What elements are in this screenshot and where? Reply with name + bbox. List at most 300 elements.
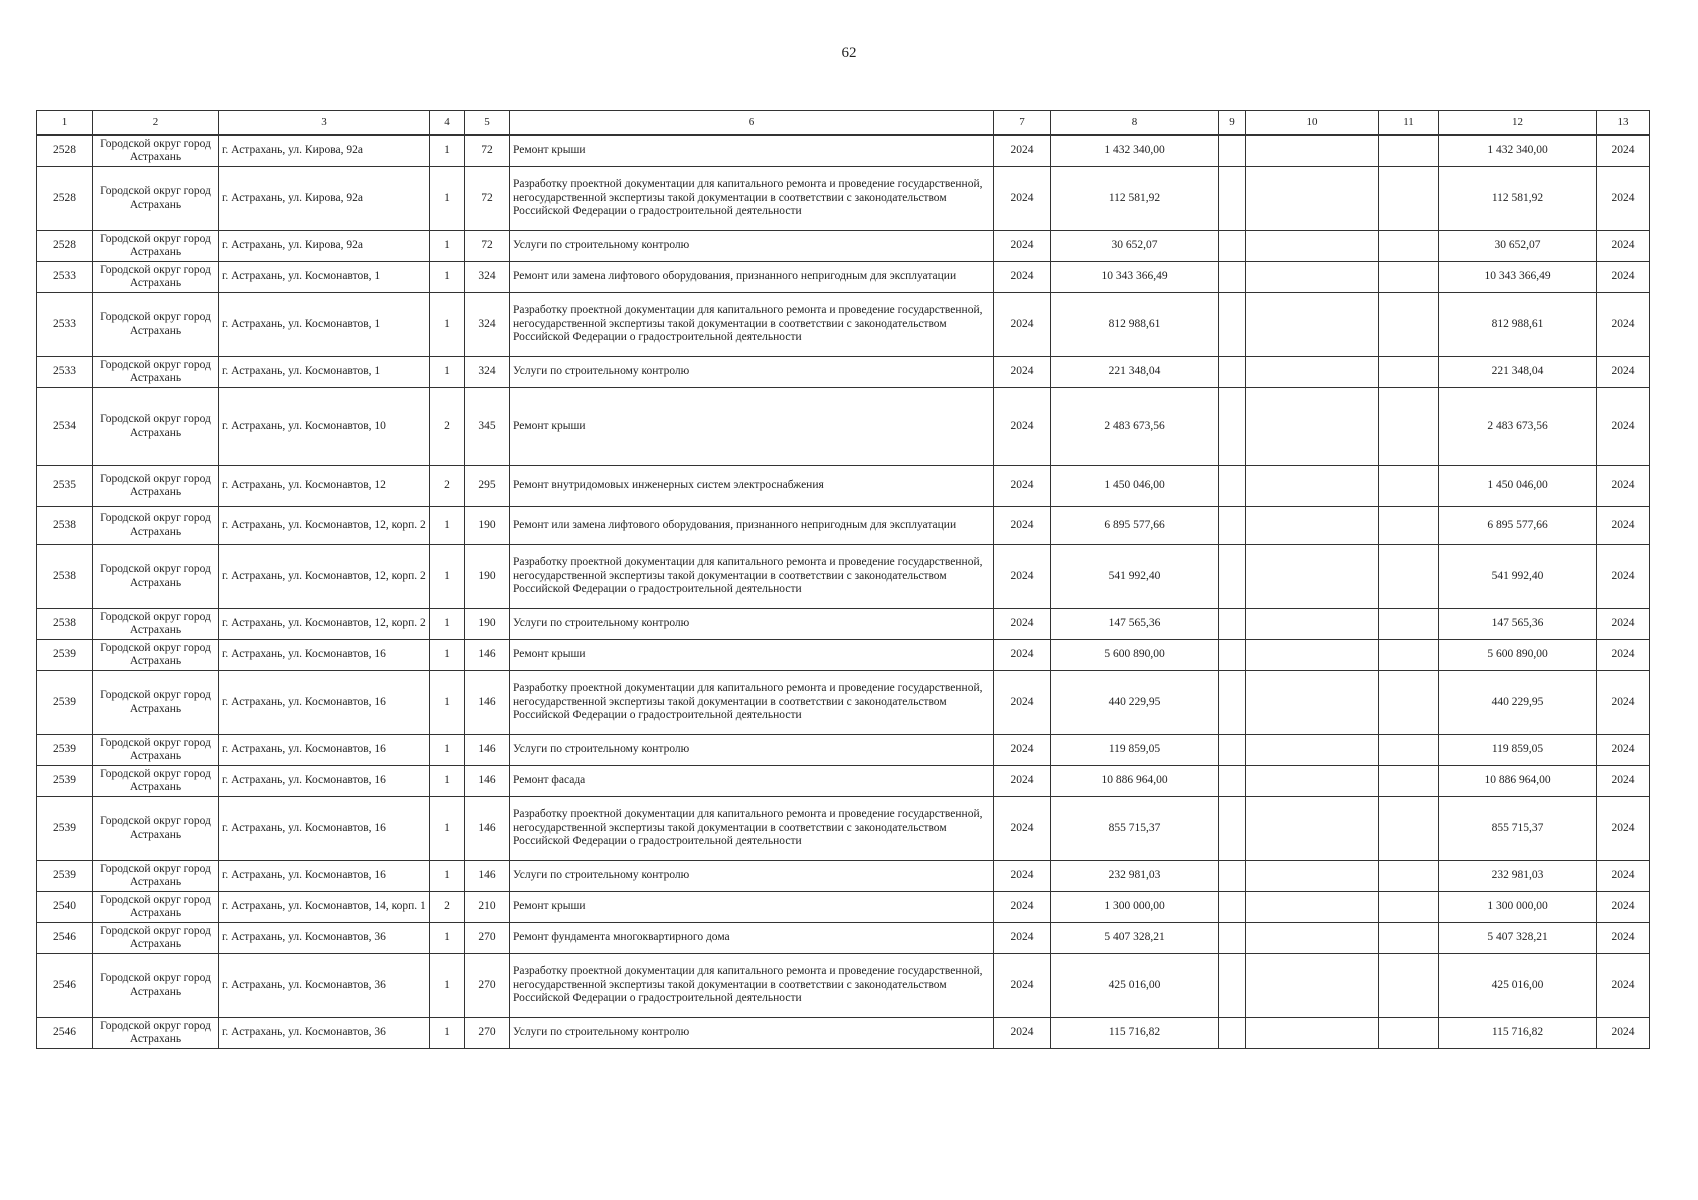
col9-cell — [1219, 766, 1246, 797]
completion-year-cell: 2024 — [1597, 293, 1650, 357]
row-number-cell: 2546 — [37, 923, 93, 954]
col4-cell: 1 — [430, 262, 465, 293]
municipality-cell: Городской округ город Астрахань — [93, 357, 219, 388]
table-row — [37, 671, 1650, 735]
col11-cell — [1379, 923, 1439, 954]
row-number-cell: 2539 — [37, 797, 93, 861]
year-cell: 2024 — [994, 640, 1051, 671]
col10-cell — [1246, 671, 1379, 735]
col9-cell — [1219, 861, 1246, 892]
municipality-cell: Городской округ город Астрахань — [93, 640, 219, 671]
year-cell: 2024 — [994, 609, 1051, 640]
column-header-10: 10 — [1246, 111, 1379, 136]
col4-cell: 1 — [430, 293, 465, 357]
work-type-cell: Разработку проектной документации для капитального ремонта и проведение государственной, негосударственной экспертизы такой документации в соответствии с законодательством Российской Федерации о градостроительной деятельности — [510, 954, 994, 1018]
address-cell: г. Астрахань, ул. Космонавтов, 1 — [219, 293, 430, 357]
col10-cell — [1246, 466, 1379, 507]
column-header-12: 12 — [1439, 111, 1597, 136]
work-type-cell: Ремонт или замена лифтового оборудования, признанного непригодным для эксплуатации — [510, 262, 994, 293]
year-cell: 2024 — [994, 766, 1051, 797]
col10-cell — [1246, 1018, 1379, 1049]
col10-cell — [1246, 231, 1379, 262]
col11-cell — [1379, 466, 1439, 507]
cost-cell: 30 652,07 — [1051, 231, 1219, 262]
total-cost-cell: 425 016,00 — [1439, 954, 1597, 1018]
cost-cell: 855 715,37 — [1051, 797, 1219, 861]
col4-cell: 1 — [430, 797, 465, 861]
column-header-5: 5 — [465, 111, 510, 136]
col9-cell — [1219, 167, 1246, 231]
row-number-cell: 2534 — [37, 388, 93, 466]
municipality-cell: Городской округ город Астрахань — [93, 293, 219, 357]
col9-cell — [1219, 735, 1246, 766]
completion-year-cell: 2024 — [1597, 640, 1650, 671]
work-type-cell: Ремонт или замена лифтового оборудования, признанного непригодным для эксплуатации — [510, 507, 994, 545]
completion-year-cell: 2024 — [1597, 892, 1650, 923]
cost-cell: 147 565,36 — [1051, 609, 1219, 640]
work-type-cell: Ремонт крыши — [510, 640, 994, 671]
address-cell: г. Астрахань, ул. Космонавтов, 12, корп. 2 — [219, 545, 430, 609]
address-cell: г. Астрахань, ул. Кирова, 92а — [219, 231, 430, 262]
total-cost-cell: 5 600 890,00 — [1439, 640, 1597, 671]
row-number-cell: 2528 — [37, 135, 93, 167]
column-header-9: 9 — [1219, 111, 1246, 136]
row-number-cell: 2538 — [37, 609, 93, 640]
work-type-cell: Услуги по строительному контролю — [510, 735, 994, 766]
col5-cell: 270 — [465, 1018, 510, 1049]
address-cell: г. Астрахань, ул. Кирова, 92а — [219, 167, 430, 231]
year-cell: 2024 — [994, 1018, 1051, 1049]
cost-cell: 6 895 577,66 — [1051, 507, 1219, 545]
col10-cell — [1246, 507, 1379, 545]
page-number: 62 — [841, 45, 857, 61]
col9-cell — [1219, 507, 1246, 545]
col4-cell: 1 — [430, 640, 465, 671]
row-number-cell: 2533 — [37, 357, 93, 388]
col10-cell — [1246, 892, 1379, 923]
table-row — [37, 466, 1650, 507]
col11-cell — [1379, 797, 1439, 861]
col4-cell: 1 — [430, 231, 465, 262]
table-row — [37, 135, 1650, 167]
col4-cell: 1 — [430, 357, 465, 388]
address-cell: г. Астрахань, ул. Космонавтов, 10 — [219, 388, 430, 466]
total-cost-cell: 119 859,05 — [1439, 735, 1597, 766]
total-cost-cell: 5 407 328,21 — [1439, 923, 1597, 954]
completion-year-cell: 2024 — [1597, 262, 1650, 293]
col5-cell: 72 — [465, 167, 510, 231]
col9-cell — [1219, 1018, 1246, 1049]
cost-cell: 5 407 328,21 — [1051, 923, 1219, 954]
col10-cell — [1246, 357, 1379, 388]
total-cost-cell: 115 716,82 — [1439, 1018, 1597, 1049]
total-cost-cell: 10 343 366,49 — [1439, 262, 1597, 293]
col11-cell — [1379, 545, 1439, 609]
municipality-cell: Городской округ город Астрахань — [93, 671, 219, 735]
address-cell: г. Астрахань, ул. Кирова, 92а — [219, 135, 430, 167]
year-cell: 2024 — [994, 954, 1051, 1018]
table-row — [37, 892, 1650, 923]
cost-cell: 812 988,61 — [1051, 293, 1219, 357]
col10-cell — [1246, 293, 1379, 357]
address-cell: г. Астрахань, ул. Космонавтов, 16 — [219, 766, 430, 797]
work-type-cell: Ремонт внутридомовых инженерных систем электроснабжения — [510, 466, 994, 507]
column-header-3: 3 — [219, 111, 430, 136]
completion-year-cell: 2024 — [1597, 609, 1650, 640]
table-row — [37, 609, 1650, 640]
col5-cell: 270 — [465, 923, 510, 954]
work-type-cell: Ремонт крыши — [510, 135, 994, 167]
col11-cell — [1379, 167, 1439, 231]
table-row — [37, 293, 1650, 357]
table-row — [37, 388, 1650, 466]
col11-cell — [1379, 671, 1439, 735]
work-type-cell: Разработку проектной документации для капитального ремонта и проведение государственной, негосударственной экспертизы такой документации в соответствии с законодательством Российской Федерации о градостроительной деятельности — [510, 167, 994, 231]
col10-cell — [1246, 640, 1379, 671]
col4-cell: 1 — [430, 861, 465, 892]
col9-cell — [1219, 231, 1246, 262]
address-cell: г. Астрахань, ул. Космонавтов, 14, корп. 1 — [219, 892, 430, 923]
col5-cell: 146 — [465, 797, 510, 861]
col5-cell: 146 — [465, 671, 510, 735]
year-cell: 2024 — [994, 231, 1051, 262]
completion-year-cell: 2024 — [1597, 1018, 1650, 1049]
municipality-cell: Городской округ город Астрахань — [93, 797, 219, 861]
completion-year-cell: 2024 — [1597, 923, 1650, 954]
row-number-cell: 2538 — [37, 545, 93, 609]
year-cell: 2024 — [994, 797, 1051, 861]
table-row — [37, 231, 1650, 262]
year-cell: 2024 — [994, 167, 1051, 231]
col10-cell — [1246, 954, 1379, 1018]
work-type-cell: Ремонт фундамента многоквартирного дома — [510, 923, 994, 954]
row-number-cell: 2528 — [37, 167, 93, 231]
col4-cell: 1 — [430, 766, 465, 797]
municipality-cell: Городской округ город Астрахань — [93, 923, 219, 954]
total-cost-cell: 1 300 000,00 — [1439, 892, 1597, 923]
col11-cell — [1379, 231, 1439, 262]
col5-cell: 190 — [465, 545, 510, 609]
col11-cell — [1379, 609, 1439, 640]
municipality-cell: Городской округ город Астрахань — [93, 892, 219, 923]
municipality-cell: Городской округ город Астрахань — [93, 135, 219, 167]
col5-cell: 324 — [465, 262, 510, 293]
municipality-cell: Городской округ город Астрахань — [93, 507, 219, 545]
col9-cell — [1219, 892, 1246, 923]
year-cell: 2024 — [994, 735, 1051, 766]
year-cell: 2024 — [994, 466, 1051, 507]
completion-year-cell: 2024 — [1597, 507, 1650, 545]
col5-cell: 146 — [465, 766, 510, 797]
col11-cell — [1379, 293, 1439, 357]
row-number-cell: 2539 — [37, 735, 93, 766]
address-cell: г. Астрахань, ул. Космонавтов, 16 — [219, 735, 430, 766]
year-cell: 2024 — [994, 293, 1051, 357]
municipality-cell: Городской округ город Астрахань — [93, 231, 219, 262]
total-cost-cell: 147 565,36 — [1439, 609, 1597, 640]
total-cost-cell: 1 432 340,00 — [1439, 135, 1597, 167]
address-cell: г. Астрахань, ул. Космонавтов, 16 — [219, 797, 430, 861]
total-cost-cell: 2 483 673,56 — [1439, 388, 1597, 466]
table-row — [37, 735, 1650, 766]
column-header-13: 13 — [1597, 111, 1650, 136]
cost-cell: 112 581,92 — [1051, 167, 1219, 231]
work-type-cell: Разработку проектной документации для капитального ремонта и проведение государственной, негосударственной экспертизы такой документации в соответствии с законодательством Российской Федерации о градостроительной деятельности — [510, 545, 994, 609]
col5-cell: 146 — [465, 735, 510, 766]
col11-cell — [1379, 766, 1439, 797]
total-cost-cell: 10 886 964,00 — [1439, 766, 1597, 797]
cost-cell: 1 300 000,00 — [1051, 892, 1219, 923]
address-cell: г. Астрахань, ул. Космонавтов, 12, корп. 2 — [219, 609, 430, 640]
table-row — [37, 954, 1650, 1018]
col11-cell — [1379, 640, 1439, 671]
completion-year-cell: 2024 — [1597, 167, 1650, 231]
completion-year-cell: 2024 — [1597, 135, 1650, 167]
row-number-cell: 2535 — [37, 466, 93, 507]
total-cost-cell: 112 581,92 — [1439, 167, 1597, 231]
col5-cell: 146 — [465, 640, 510, 671]
col11-cell — [1379, 388, 1439, 466]
repair-register-table — [36, 110, 1650, 1049]
col11-cell — [1379, 135, 1439, 167]
col11-cell — [1379, 892, 1439, 923]
completion-year-cell: 2024 — [1597, 545, 1650, 609]
col9-cell — [1219, 135, 1246, 167]
col4-cell: 1 — [430, 135, 465, 167]
col9-cell — [1219, 262, 1246, 293]
municipality-cell: Городской округ город Астрахань — [93, 954, 219, 1018]
total-cost-cell: 6 895 577,66 — [1439, 507, 1597, 545]
col5-cell: 190 — [465, 609, 510, 640]
year-cell: 2024 — [994, 892, 1051, 923]
column-number-header — [37, 111, 1650, 136]
col9-cell — [1219, 640, 1246, 671]
work-type-cell: Ремонт фасада — [510, 766, 994, 797]
col10-cell — [1246, 609, 1379, 640]
cost-cell: 119 859,05 — [1051, 735, 1219, 766]
row-number-cell: 2546 — [37, 954, 93, 1018]
col4-cell: 1 — [430, 954, 465, 1018]
col11-cell — [1379, 954, 1439, 1018]
col9-cell — [1219, 466, 1246, 507]
col5-cell: 190 — [465, 507, 510, 545]
col9-cell — [1219, 388, 1246, 466]
municipality-cell: Городской округ город Астрахань — [93, 1018, 219, 1049]
work-type-cell: Услуги по строительному контролю — [510, 1018, 994, 1049]
col5-cell: 295 — [465, 466, 510, 507]
col4-cell: 1 — [430, 545, 465, 609]
col10-cell — [1246, 735, 1379, 766]
address-cell: г. Астрахань, ул. Космонавтов, 1 — [219, 262, 430, 293]
col10-cell — [1246, 167, 1379, 231]
cost-cell: 115 716,82 — [1051, 1018, 1219, 1049]
work-type-cell: Разработку проектной документации для капитального ремонта и проведение государственной, негосударственной экспертизы такой документации в соответствии с законодательством Российской Федерации о градостроительной деятельности — [510, 671, 994, 735]
total-cost-cell: 812 988,61 — [1439, 293, 1597, 357]
municipality-cell: Городской округ город Астрахань — [93, 167, 219, 231]
cost-cell: 425 016,00 — [1051, 954, 1219, 1018]
cost-cell: 440 229,95 — [1051, 671, 1219, 735]
col4-cell: 1 — [430, 507, 465, 545]
col9-cell — [1219, 954, 1246, 1018]
col9-cell — [1219, 545, 1246, 609]
column-header-11: 11 — [1379, 111, 1439, 136]
row-number-cell: 2533 — [37, 293, 93, 357]
completion-year-cell: 2024 — [1597, 231, 1650, 262]
completion-year-cell: 2024 — [1597, 954, 1650, 1018]
col10-cell — [1246, 545, 1379, 609]
col4-cell: 1 — [430, 735, 465, 766]
col5-cell: 324 — [465, 357, 510, 388]
col10-cell — [1246, 388, 1379, 466]
col4-cell: 1 — [430, 671, 465, 735]
year-cell: 2024 — [994, 923, 1051, 954]
row-number-cell: 2533 — [37, 262, 93, 293]
col9-cell — [1219, 671, 1246, 735]
col11-cell — [1379, 262, 1439, 293]
year-cell: 2024 — [994, 262, 1051, 293]
row-number-cell: 2540 — [37, 892, 93, 923]
column-header-6: 6 — [510, 111, 994, 136]
year-cell: 2024 — [994, 671, 1051, 735]
year-cell: 2024 — [994, 135, 1051, 167]
address-cell: г. Астрахань, ул. Космонавтов, 1 — [219, 357, 430, 388]
col5-cell: 270 — [465, 954, 510, 1018]
row-number-cell: 2539 — [37, 861, 93, 892]
total-cost-cell: 541 992,40 — [1439, 545, 1597, 609]
table-row — [37, 507, 1650, 545]
col4-cell: 2 — [430, 892, 465, 923]
total-cost-cell: 221 348,04 — [1439, 357, 1597, 388]
row-number-cell: 2539 — [37, 640, 93, 671]
work-type-cell: Разработку проектной документации для капитального ремонта и проведение государственной, негосударственной экспертизы такой документации в соответствии с законодательством Российской Федерации о градостроительной деятельности — [510, 797, 994, 861]
col4-cell: 1 — [430, 609, 465, 640]
work-type-cell: Разработку проектной документации для капитального ремонта и проведение государственной, негосударственной экспертизы такой документации в соответствии с законодательством Российской Федерации о градостроительной деятельности — [510, 293, 994, 357]
municipality-cell: Городской округ город Астрахань — [93, 735, 219, 766]
table-row — [37, 262, 1650, 293]
table-row — [37, 167, 1650, 231]
address-cell: г. Астрахань, ул. Космонавтов, 36 — [219, 1018, 430, 1049]
year-cell: 2024 — [994, 861, 1051, 892]
table-row — [37, 797, 1650, 861]
completion-year-cell: 2024 — [1597, 357, 1650, 388]
year-cell: 2024 — [994, 388, 1051, 466]
column-header-7: 7 — [994, 111, 1051, 136]
table-body — [37, 135, 1650, 1049]
table-row — [37, 1018, 1650, 1049]
column-header-8: 8 — [1051, 111, 1219, 136]
col11-cell — [1379, 735, 1439, 766]
address-cell: г. Астрахань, ул. Космонавтов, 12 — [219, 466, 430, 507]
completion-year-cell: 2024 — [1597, 766, 1650, 797]
total-cost-cell: 232 981,03 — [1439, 861, 1597, 892]
completion-year-cell: 2024 — [1597, 735, 1650, 766]
col9-cell — [1219, 609, 1246, 640]
municipality-cell: Городской округ город Астрахань — [93, 388, 219, 466]
total-cost-cell: 440 229,95 — [1439, 671, 1597, 735]
col10-cell — [1246, 923, 1379, 954]
total-cost-cell: 30 652,07 — [1439, 231, 1597, 262]
row-number-cell: 2528 — [37, 231, 93, 262]
col5-cell: 72 — [465, 231, 510, 262]
municipality-cell: Городской округ город Астрахань — [93, 609, 219, 640]
work-type-cell: Услуги по строительному контролю — [510, 861, 994, 892]
col11-cell — [1379, 861, 1439, 892]
cost-cell: 221 348,04 — [1051, 357, 1219, 388]
address-cell: г. Астрахань, ул. Космонавтов, 16 — [219, 861, 430, 892]
col5-cell: 210 — [465, 892, 510, 923]
year-cell: 2024 — [994, 545, 1051, 609]
col11-cell — [1379, 357, 1439, 388]
column-header-1: 1 — [37, 111, 93, 136]
col9-cell — [1219, 293, 1246, 357]
table-row — [37, 545, 1650, 609]
table-row — [37, 357, 1650, 388]
row-number-cell: 2538 — [37, 507, 93, 545]
address-cell: г. Астрахань, ул. Космонавтов, 36 — [219, 923, 430, 954]
row-number-cell: 2546 — [37, 1018, 93, 1049]
row-number-cell: 2539 — [37, 671, 93, 735]
col10-cell — [1246, 861, 1379, 892]
col4-cell: 2 — [430, 466, 465, 507]
work-type-cell: Услуги по строительному контролю — [510, 609, 994, 640]
col4-cell: 1 — [430, 1018, 465, 1049]
municipality-cell: Городской округ город Астрахань — [93, 545, 219, 609]
work-type-cell: Услуги по строительному контролю — [510, 231, 994, 262]
completion-year-cell: 2024 — [1597, 861, 1650, 892]
municipality-cell: Городской округ город Астрахань — [93, 262, 219, 293]
work-type-cell: Ремонт крыши — [510, 892, 994, 923]
col5-cell: 146 — [465, 861, 510, 892]
header-row — [37, 111, 1650, 136]
col10-cell — [1246, 262, 1379, 293]
col9-cell — [1219, 923, 1246, 954]
work-type-cell: Услуги по строительному контролю — [510, 357, 994, 388]
col5-cell: 72 — [465, 135, 510, 167]
cost-cell: 541 992,40 — [1051, 545, 1219, 609]
col9-cell — [1219, 357, 1246, 388]
cost-cell: 1 432 340,00 — [1051, 135, 1219, 167]
col5-cell: 345 — [465, 388, 510, 466]
col10-cell — [1246, 135, 1379, 167]
year-cell: 2024 — [994, 507, 1051, 545]
completion-year-cell: 2024 — [1597, 797, 1650, 861]
table-row — [37, 923, 1650, 954]
row-number-cell: 2539 — [37, 766, 93, 797]
municipality-cell: Городской округ город Астрахань — [93, 861, 219, 892]
cost-cell: 232 981,03 — [1051, 861, 1219, 892]
col11-cell — [1379, 507, 1439, 545]
table-row — [37, 766, 1650, 797]
cost-cell: 10 343 366,49 — [1051, 262, 1219, 293]
cost-cell: 5 600 890,00 — [1051, 640, 1219, 671]
cost-cell: 2 483 673,56 — [1051, 388, 1219, 466]
completion-year-cell: 2024 — [1597, 388, 1650, 466]
cost-cell: 1 450 046,00 — [1051, 466, 1219, 507]
completion-year-cell: 2024 — [1597, 466, 1650, 507]
address-cell: г. Астрахань, ул. Космонавтов, 16 — [219, 671, 430, 735]
address-cell: г. Астрахань, ул. Космонавтов, 36 — [219, 954, 430, 1018]
table-row — [37, 861, 1650, 892]
col5-cell: 324 — [465, 293, 510, 357]
table-row — [37, 640, 1650, 671]
year-cell: 2024 — [994, 357, 1051, 388]
col11-cell — [1379, 1018, 1439, 1049]
col4-cell: 1 — [430, 167, 465, 231]
total-cost-cell: 855 715,37 — [1439, 797, 1597, 861]
total-cost-cell: 1 450 046,00 — [1439, 466, 1597, 507]
address-cell: г. Астрахань, ул. Космонавтов, 12, корп. 2 — [219, 507, 430, 545]
municipality-cell: Городской округ город Астрахань — [93, 466, 219, 507]
